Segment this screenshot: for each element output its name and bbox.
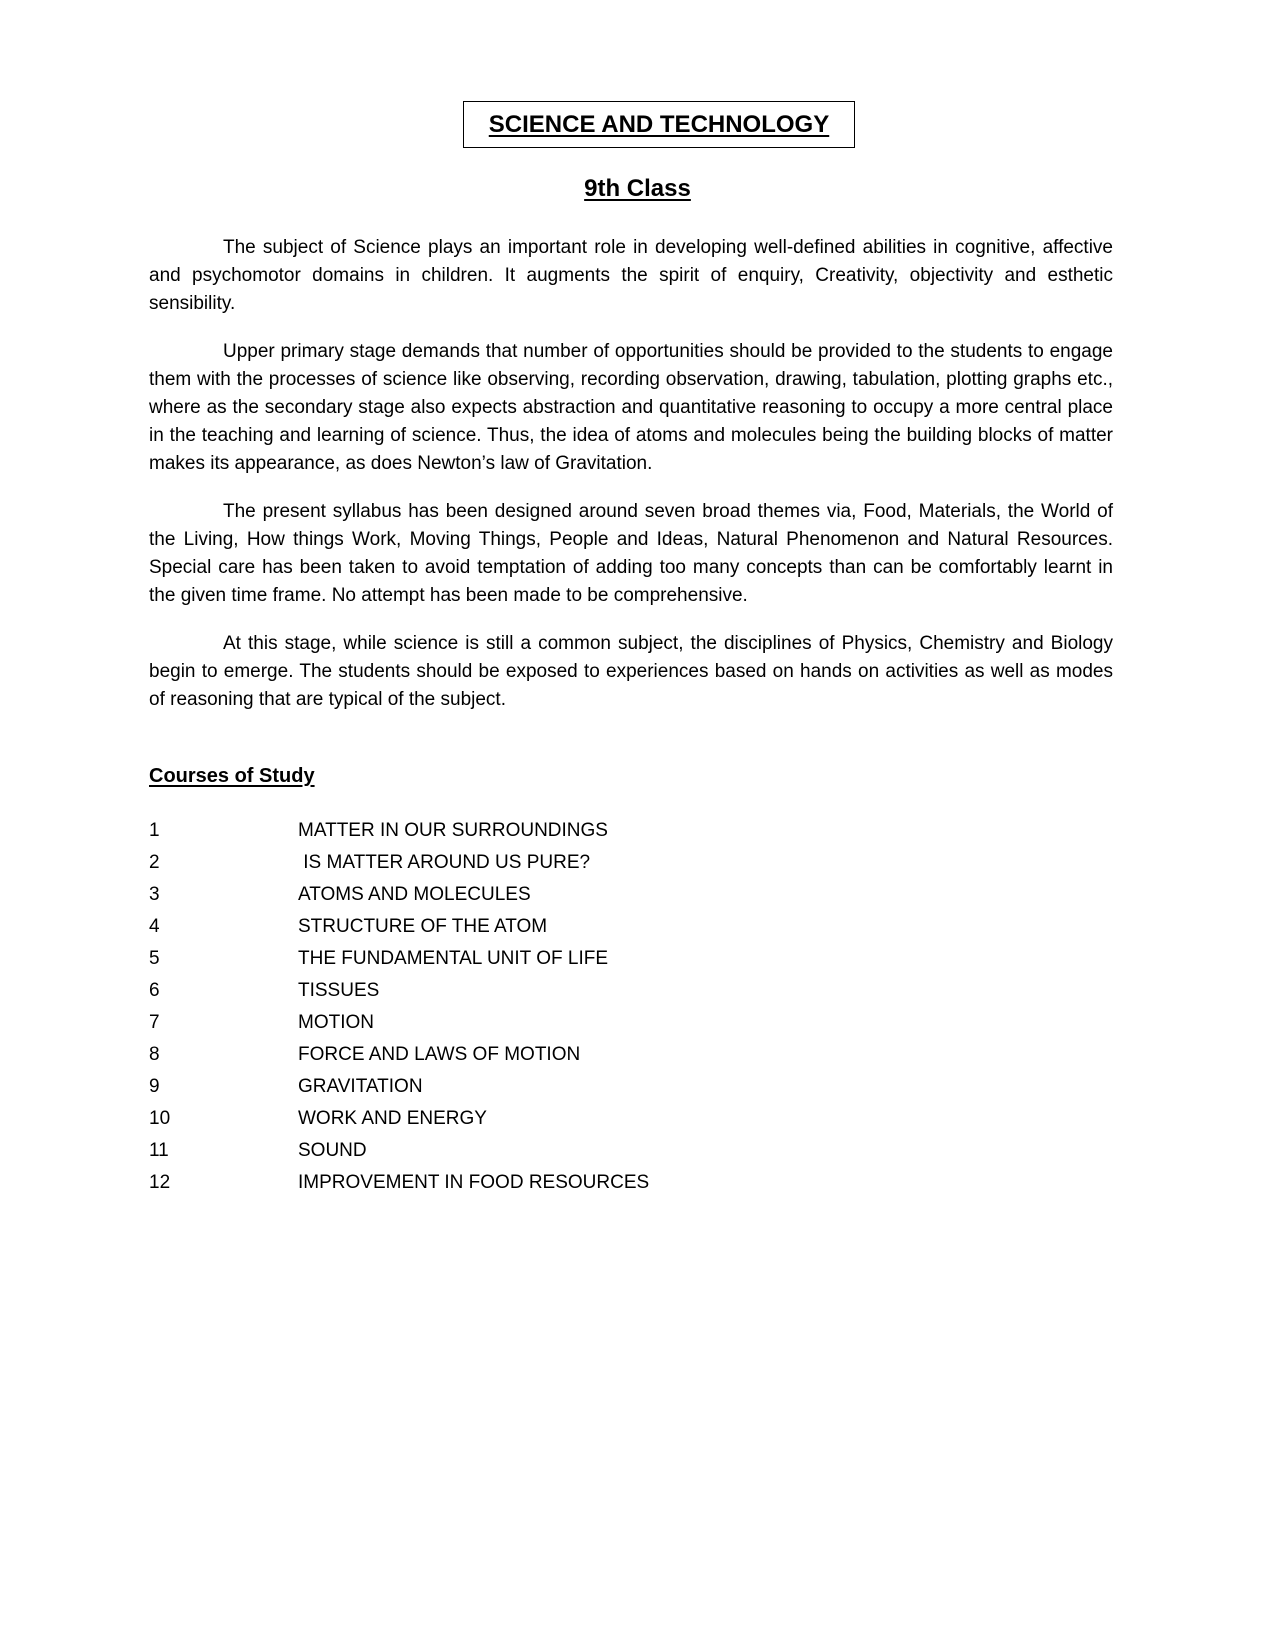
- page-title: SCIENCE AND TECHNOLOGY: [488, 110, 830, 138]
- course-number: 4: [149, 916, 160, 937]
- course-name: THE FUNDAMENTAL UNIT OF LIFE: [298, 948, 609, 969]
- course-number: 10: [149, 1108, 171, 1129]
- course-number: 11: [149, 1140, 169, 1161]
- course-number: 7: [149, 1012, 160, 1033]
- course-item: [149, 1103, 849, 1135]
- course-name: IMPROVEMENT IN FOOD RESOURCES: [298, 1172, 650, 1193]
- course-item: [149, 943, 849, 975]
- course-name: STRUCTURE OF THE ATOM: [298, 916, 548, 937]
- course-item: [149, 1167, 849, 1199]
- course-name: SOUND: [298, 1140, 367, 1161]
- course-item: [149, 975, 849, 1007]
- course-name: WORK AND ENERGY: [298, 1108, 487, 1129]
- course-number: 2: [149, 852, 160, 873]
- course-name: IS MATTER AROUND US PURE?: [298, 852, 591, 873]
- course-item: [149, 1039, 849, 1071]
- course-name: GRAVITATION: [298, 1076, 423, 1097]
- paragraph: Upper primary stage demands that number of opportunities should be provided to the students to engage them with the processes of science like observing, recording observation, drawing, tabulation, plotting graphs etc., where as the secondary stage also expects abstraction and quantitative reasoning to occupy a more central place in the teaching and learning of science. Thus, the idea of atoms and molecules being the building blocks of matter makes its appearance, as does Newton’s law of Gravitation.: [149, 341, 1113, 474]
- course-name: TISSUES: [298, 980, 380, 1001]
- course-number: 1: [149, 820, 160, 841]
- course-item: [149, 911, 849, 943]
- body-text: [149, 234, 1113, 734]
- course-item: [149, 815, 849, 847]
- course-name: MOTION: [298, 1012, 374, 1033]
- course-number: 9: [149, 1076, 160, 1097]
- courses-heading: Courses of Study: [149, 765, 315, 787]
- paragraph: The subject of Science plays an important role in developing well-defined abilities in cognitive, affective and psychomotor domains in children. It augments the spirit of enquiry, Creativity, objectivity and esthetic sensibility.: [149, 237, 1113, 314]
- paragraph: At this stage, while science is still a common subject, the disciplines of Physics, Chemistry and Biology begin to emerge. The students should be exposed to experiences based on hands on activities as well as modes of reasoning that are typical of the subject.: [149, 633, 1113, 710]
- course-number: 12: [149, 1172, 171, 1193]
- course-number: 5: [149, 948, 160, 969]
- title-box: [463, 101, 855, 148]
- course-name: ATOMS AND MOLECULES: [298, 884, 531, 905]
- course-list: [149, 815, 849, 1199]
- course-name: FORCE AND LAWS OF MOTION: [298, 1044, 581, 1065]
- course-item: [149, 847, 849, 879]
- course-name: MATTER IN OUR SURROUNDINGS: [298, 820, 608, 841]
- course-number: 3: [149, 884, 160, 905]
- course-item: [149, 1135, 849, 1167]
- course-item: [149, 879, 849, 911]
- course-item: [149, 1071, 849, 1103]
- course-item: [149, 1007, 849, 1039]
- paragraph: The present syllabus has been designed around seven broad themes via, Food, Materials, the World of the Living, How things Work, Moving Things, People and Ideas, Natural Phenomenon and Natural Resources. Special care has been taken to avoid temptation of adding too many concepts than can be comfortably learnt in the given time frame. No attempt has been made to be comprehensive.: [149, 501, 1113, 606]
- course-number: 8: [149, 1044, 160, 1065]
- course-number: 6: [149, 980, 160, 1001]
- page-subtitle: 9th Class: [584, 175, 691, 202]
